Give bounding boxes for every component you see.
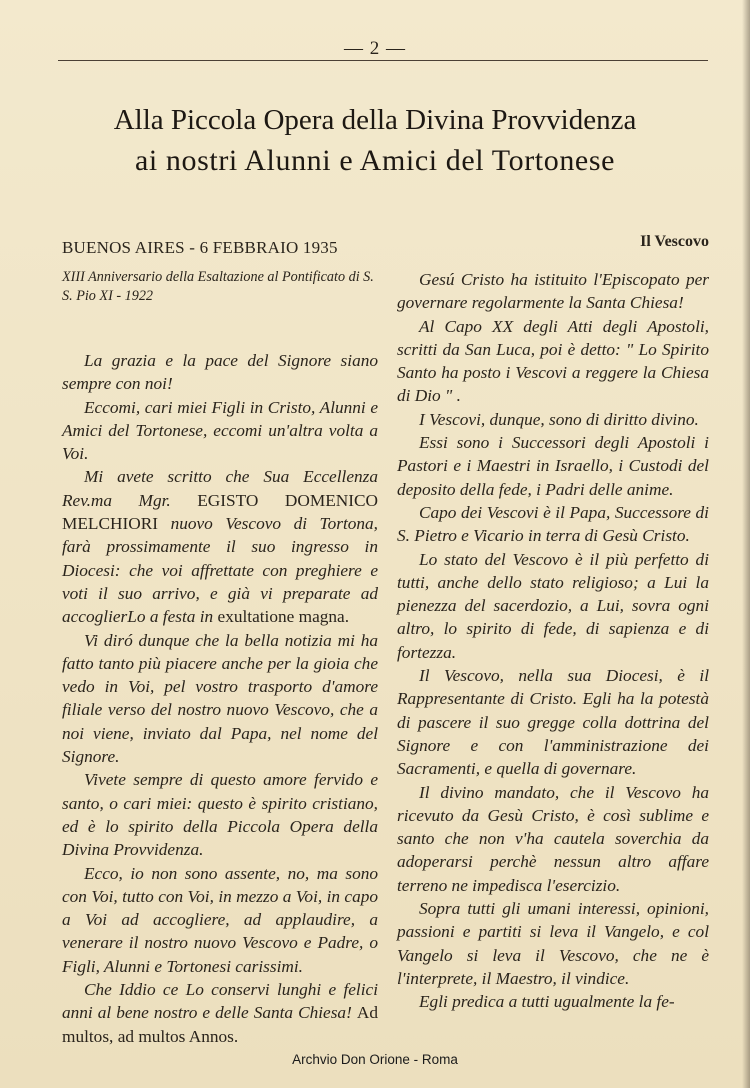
page-edge-shadow (742, 0, 750, 1088)
paragraph (62, 465, 378, 628)
left-column (62, 349, 378, 1048)
paragraph: Il Vescovo, nella sua Diocesi, è il Rappresentante di Cristo. Egli ha la potestà di pascere il suo gregge colla dottrina del Signore e con l'amministrazione dei Sacramenti, e quella di governare. (397, 666, 709, 779)
place-date: BUENOS AIRES - 6 FEBBRAIO 1935 (62, 238, 338, 257)
latin-closing: Ad multos, ad multos Annos. (62, 1003, 378, 1046)
title-line-2: ai nostri Alunni e Amici del Tortonese (134, 144, 616, 177)
latin-phrase: exultatione magna. (217, 607, 350, 627)
paragraph: Egli predica a tutti ugualmente la fe- (419, 992, 675, 1012)
paragraph: Vi diró dunque che la bella notizia mi ha fatto tanto più piacere anche per la gioia che vedo in Voi, pel vostro trasporto d'amore filiale verso del nostro nuovo Vescovo, che a noi viene, inviato dal Papa, nel nome del Signore. (62, 630, 378, 767)
paragraph: Sopra tutti gli umani interessi, opinioni, passioni e partiti si leva il Vangelo, e col Vangelo si leva il Vescovo, che ne è l'interprete, il Maestro, il vindice. (397, 899, 709, 988)
paragraph: La grazia e la pace del Signore siano sempre con noi! (62, 351, 378, 394)
header-rule (58, 60, 708, 61)
title-line-1: Alla Piccola Opera della Divina Provvidenza (113, 104, 637, 136)
paragraph: Il divino mandato, che il Vescovo ha ricevuto da Gesù Cristo, è così sublime e santo che non v'ha cautela soverchia da adoperarsi perchè nessun altro affare terreno ne impedisca l'esercizio. (397, 782, 709, 895)
right-column (397, 268, 709, 1014)
paragraph: Ecco, io non sono assente, no, ma sono con Voi, tutto con Voi, in mezzo a Voi, in capo a Voi ad accogliere, ad applaudire, a venerare il nostro nuovo Vescovo e Padre, o Figli, Alunni e Tortonesi carissimi. (62, 863, 378, 976)
paragraph: Lo stato del Vescovo è il più perfetto di tutti, anche dello stato religioso; a Lui la pienezza del sacerdozio, a Lui, sovra ogni altro, lo spirito di fede, di sapienza e di fortezza. (397, 549, 709, 662)
paragraph: I Vescovi, dunque, sono di diritto divino. (419, 409, 699, 429)
paragraph (62, 978, 378, 1048)
section-heading: Il Vescovo (640, 233, 709, 250)
paragraph-text: nuovo Vescovo di Tortona, farà prossimamente il suo ingresso in Diocesi: che voi affrettate con preghiere e voti il suo arrivo, e già vi preparate ad accoglierLo a festa in (62, 514, 378, 627)
paragraph: Gesú Cristo ha istituito l'Episcopato per governare regolarmente la Santa Chiesa! (397, 270, 709, 313)
archive-footer: Archvio Don Orione - Roma (292, 1052, 458, 1067)
paragraph: Vivete sempre di questo amore fervido e santo, o cari miei: questo è spirito cristiano, ed è lo spirito della Piccola Opera della Divina Provvidenza. (62, 770, 378, 860)
paragraph: Eccomi, cari miei Figli in Cristo, Alunni e Amici del Tortonese, eccomi un'altra volta a Voi. (62, 397, 378, 464)
bishop-name: EGISTO DOMENICO MELCHIORI (62, 490, 379, 534)
page-number: — 2 — (344, 38, 406, 59)
paragraph: Essi sono i Successori degli Apostoli i Pastori e i Maestri in Israello, i Custodi del deposito della fede, i Padri delle anime. (397, 433, 709, 499)
subtitle: XIII Anniversario della Esaltazione al Pontificato di S. S. Pio XI - 1922 (62, 269, 374, 304)
paragraph-text: Che Iddio ce Lo conservi lunghi e felici anni al bene nostro e delle Santa Chiesa! (62, 980, 378, 1023)
paragraph-text: Mi avete scritto che Sua Eccellenza Rev.ma Mgr. (62, 467, 378, 510)
paragraph: Al Capo XX degli Atti degli Apostoli, scritti da San Luca, poi è detto: " Lo Spirito Santo ha posto i Vescovi a reggere la Chiesa di Dio " . (397, 316, 709, 406)
paragraph: Capo dei Vescovi è il Papa, Successore di S. Pietro e Vicario in terra di Gesù Cristo. (397, 502, 709, 546)
